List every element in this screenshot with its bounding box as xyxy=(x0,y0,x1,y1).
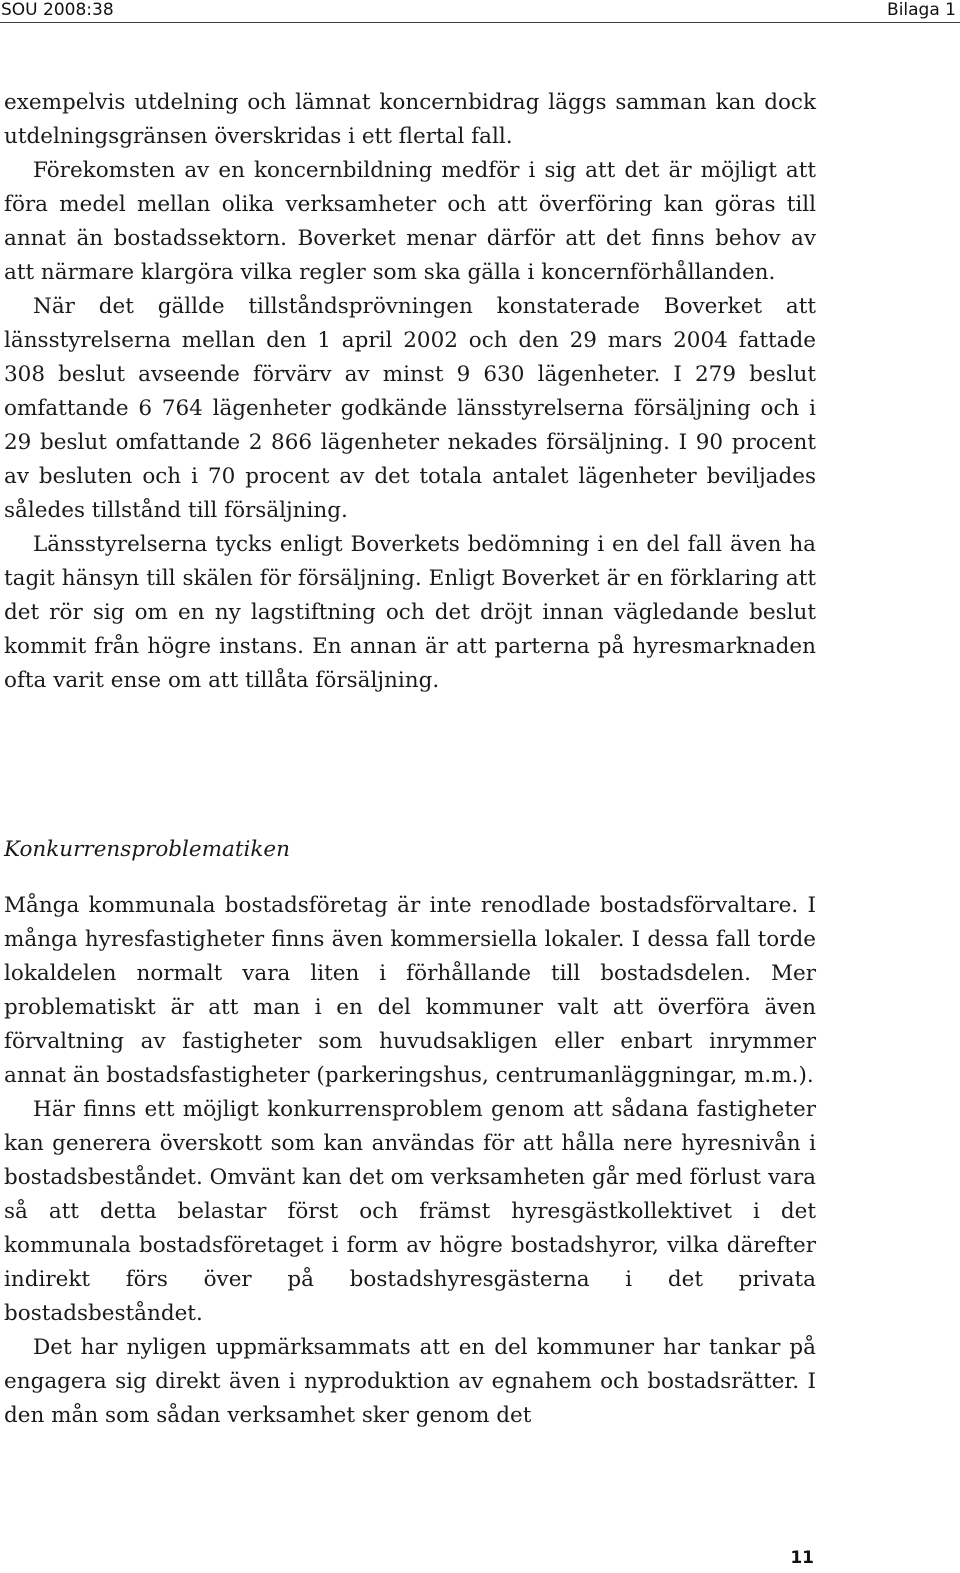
report-reference: SOU 2008:38 xyxy=(1,0,114,20)
section-heading: Konkurrensproblematiken xyxy=(4,837,290,862)
paragraph: Länsstyrelserna tycks enligt Boverkets bedömning i en del fall även ha tagit hänsyn till skälen för försäljning. Enligt Boverket är en förklaring att det rör sig om en ny lagstiftning och det dröjt innan vägledande beslut kommit från högre instans. En annan är att parterna på hyresmarknaden ofta varit ense om att tillåta försäljning. xyxy=(4,532,816,693)
appendix-label: Bilaga 1 xyxy=(887,0,956,20)
paragraph: exempelvis utdelning och lämnat koncernbidrag läggs samman kan dock utdelningsgränsen överskridas i ett flertal fall. xyxy=(4,90,816,149)
page-number: 11 xyxy=(790,1548,814,1568)
paragraph: När det gällde tillståndsprövningen konstaterade Boverket att länsstyrelserna mellan den 1 april 2002 och den 29 mars 2004 fattade 308 beslut avseende förvärv av minst 9 630 lägenheter. I 279 beslut omfattande 6 764 lägenheter godkände länsstyrelserna försäljning och i 29 beslut omfattande 2 866 lägenheter nekades försäljning. I 90 procent av besluten och i 70 procent av det totala antalet lägenheter beviljades således tillstånd till försäljning. xyxy=(4,294,816,523)
section-body-2 xyxy=(4,889,816,1433)
paragraph: Många kommunala bostadsföretag är inte renodlade bostadsförvaltare. I många hyresfastigheter finns även kommersiella lokaler. I dessa fall torde lokaldelen normalt vara liten i förhållande till bostadsdelen. Mer problematiskt är att man i en del kommuner valt att överföra även förvaltning av fastigheter som huvudsakligen eller enbart inrymmer annat än bostadsfastigheter (parkeringshus, centrumanläggningar, m.m.). xyxy=(4,893,816,1088)
running-header xyxy=(0,0,960,23)
paragraph: Förekomsten av en koncernbildning medför i sig att det är möjligt att föra medel mellan olika verksamheter och att överföring kan göras till annat än bostadssektorn. Boverket menar därför att det finns behov av att närmare klargöra vilka regler som ska gälla i koncernförhållanden. xyxy=(4,158,816,285)
section-body-1 xyxy=(4,86,816,698)
paragraph: Här finns ett möjligt konkurrensproblem genom att sådana fastigheter kan generera överskott som kan användas för att hålla nere hyresnivån i bostadsbeståndet. Omvänt kan det om verksamheten går med förlust vara så att detta belastar först och främst hyresgästkollektivet i det kommunala bostadsföretaget i form av högre bostadshyror, vilka därefter indirekt förs över på bostadshyresgästerna i det privata bostadsbeståndet. xyxy=(4,1097,816,1326)
paragraph: Det har nyligen uppmärksammats att en del kommuner har tankar på engagera sig direkt även i nyproduktion av egnahem och bostadsrätter. I den mån som sådan verksamhet sker genom det xyxy=(4,1335,816,1428)
